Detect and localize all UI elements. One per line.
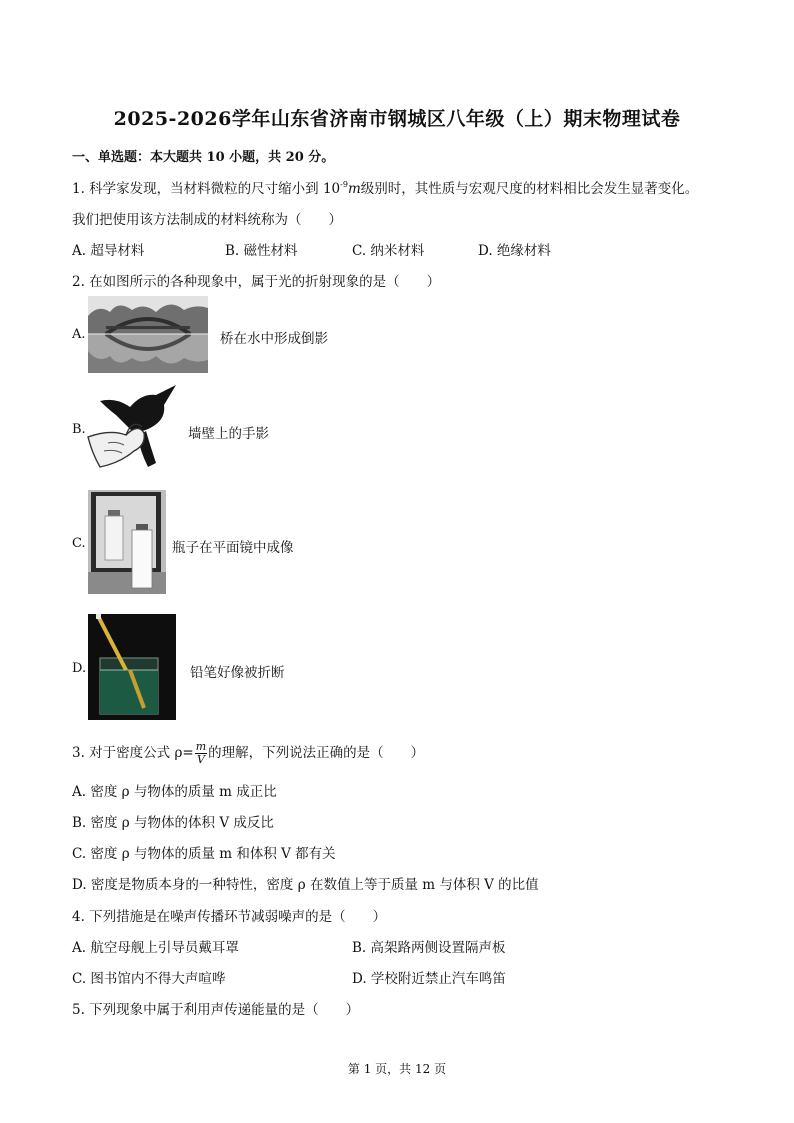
q2-option-d-letter: D. [72,661,87,676]
q3-option-c: C. 密度 ρ 与物体的质量 m 和体积 V 都有关 [72,846,336,862]
bridge-reflection-image [88,296,208,373]
fraction-denominator: V [196,753,205,766]
q3-option-a: A. 密度 ρ 与物体的质量 m 成正比 [72,784,277,800]
q3-stem-text-a: 3. 对于密度公式 ρ= [72,745,194,761]
q1-stem-text-b: 级别时，其性质与宏观尺度的材料相比会发生显著变化。 [360,181,699,197]
q1-stem-text-a: 1. 科学家发现，当材料微粒的尺寸缩小到 10 [72,181,341,197]
q2-option-c-letter: C. [72,536,86,551]
q1-stem-line1 [72,177,698,197]
mirror-bottle-image [88,490,166,594]
q1-unit: m [347,181,361,197]
q4-stem: 4. 下列措施是在噪声传播环节减弱噪声的是（ ） [72,909,387,925]
q5-stem: 5. 下列现象中属于利用声传递能量的是（ ） [72,1002,360,1018]
hand-shadow-image [86,383,180,471]
q2-stem: 2. 在如图所示的各种现象中，属于光的折射现象的是（ ） [72,274,441,290]
q1-option-a: A. 超导材料 [72,243,145,259]
q3-option-b: B. 密度 ρ 与物体的体积 V 成反比 [72,815,274,831]
density-fraction [195,741,207,766]
q4-option-c: C. 图书馆内不得大声喧哗 [72,971,226,987]
page-footer: 第 1 页，共 12 页 [347,1062,447,1076]
q1-option-d: D. 绝缘材料 [478,243,551,259]
q4-option-d: D. 学校附近禁止汽车鸣笛 [352,971,506,987]
q1-stem-line2: 我们把使用该方法制成的材料统称为（ ） [72,212,342,228]
pencil-in-water-image [88,614,176,720]
q1-option-b: B. 磁性材料 [225,243,298,259]
q2-option-c-caption: 瓶子在平面镜中成像 [172,540,294,556]
q2-option-b-letter: B. [72,422,86,437]
q2-option-d-caption: 铅笔好像被折断 [190,665,285,681]
q3-option-d: D. 密度是物质本身的一种特性，密度 ρ 在数值上等于质量 m 与体积 V 的比值 [72,877,539,893]
q2-option-a-caption: 桥在水中形成倒影 [220,331,328,347]
q2-option-b-caption: 墙壁上的手影 [188,426,269,442]
q4-option-b: B. 高架路两侧设置隔声板 [352,940,506,956]
q3-stem-text-b: 的理解，下列说法正确的是（ ） [208,745,425,761]
q1-option-c: C. 纳米材料 [352,243,425,259]
q2-option-a-letter: A. [72,327,86,342]
exam-title: 2025-2026学年山东省济南市钢城区八年级（上）期末物理试卷 [113,108,681,130]
q4-option-a: A. 航空母舰上引导员戴耳罩 [72,940,239,956]
section-heading: 一、单选题：本大题共 10 小题，共 20 分。 [72,150,335,165]
q3-stem [72,741,424,766]
q1-exponent: -9 [340,180,348,189]
fraction-numerator: m [195,740,207,753]
